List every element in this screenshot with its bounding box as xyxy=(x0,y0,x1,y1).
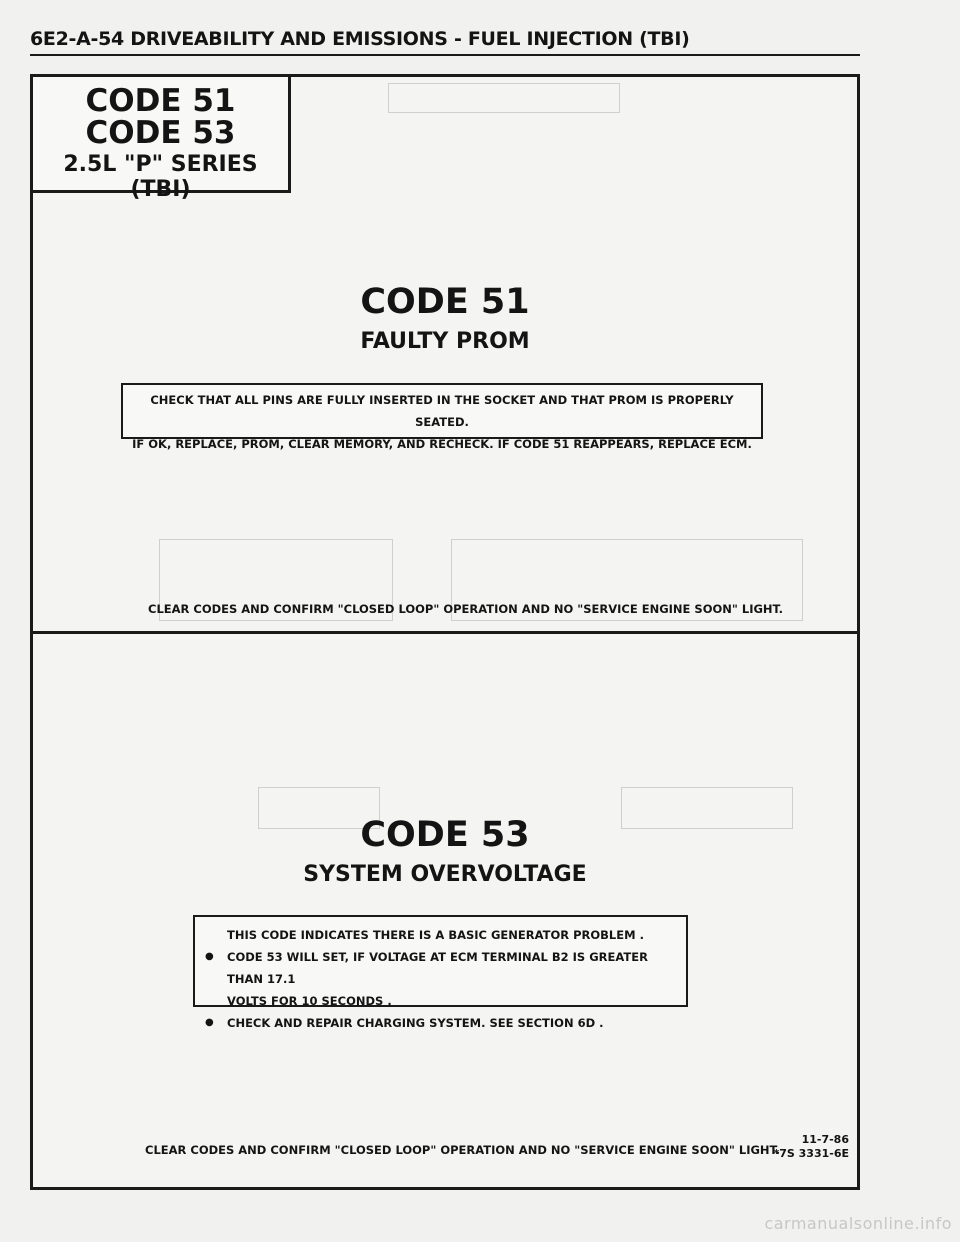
code-53-instruction-box xyxy=(193,915,688,1030)
code-51-title: CODE 51 xyxy=(360,282,530,322)
code-53-bullet-2 xyxy=(205,1012,676,1034)
code-53-bullet-2-text: CHECK AND REPAIR CHARGING SYSTEM. SEE SECTION 6D . xyxy=(227,1016,604,1030)
code-53-intro: THIS CODE INDICATES THERE IS A BASIC GENERATOR PROBLEM . xyxy=(227,928,644,942)
bullet-icon: ● xyxy=(205,1017,214,1028)
bullet-icon: ● xyxy=(205,951,214,962)
document-reference xyxy=(773,1133,849,1161)
code-53-title: CODE 53 xyxy=(360,815,530,855)
code-53-label: CODE 53 xyxy=(85,115,236,151)
series-label: 2.5L "P" SERIES (TBI) xyxy=(63,152,258,202)
page-header: 6E2-A-54 DRIVEABILITY AND EMISSIONS - FUEL INJECTION (TBI) xyxy=(30,28,860,56)
code-53-subtitle: SYSTEM OVERVOLTAGE xyxy=(303,862,587,887)
bleed-through-box xyxy=(388,83,620,113)
code-label-box xyxy=(33,77,291,202)
document-number: *7S 3331-6E xyxy=(773,1147,849,1160)
code-53-bullet-1 xyxy=(205,946,676,990)
code-51-label: CODE 51 xyxy=(85,83,236,119)
site-watermark: carmanualsonline.info xyxy=(764,1214,952,1233)
code-53-bullet-1-continued: VOLTS FOR 10 SECONDS . xyxy=(227,994,392,1008)
code-51-clear-instruction: CLEAR CODES AND CONFIRM "CLOSED LOOP" OPERATION AND NO "SERVICE ENGINE SOON" LIGHT. xyxy=(148,602,784,616)
diagnostic-frame xyxy=(30,74,860,1190)
code-51-instruction-box xyxy=(121,383,763,451)
code-51-instruction-line-2: IF OK, REPLACE, PROM, CLEAR MEMORY, AND RECHECK. IF CODE 51 REAPPEARS, REPLACE ECM. xyxy=(132,437,752,451)
document-date: 11-7-86 xyxy=(801,1133,849,1146)
code-51-instruction-line-1: CHECK THAT ALL PINS ARE FULLY INSERTED IN THE SOCKET AND THAT PROM IS PROPERLY SEATED. xyxy=(150,393,734,429)
code-51-subtitle: FAULTY PROM xyxy=(360,329,530,354)
code-53-clear-instruction: CLEAR CODES AND CONFIRM "CLOSED LOOP" OPERATION AND NO "SERVICE ENGINE SOON" LIGHT. xyxy=(145,1143,781,1157)
code-53-bullet-1-text: CODE 53 WILL SET, IF VOLTAGE AT ECM TERMINAL B2 IS GREATER THAN 17.1 xyxy=(227,950,648,986)
section-divider xyxy=(33,631,857,634)
